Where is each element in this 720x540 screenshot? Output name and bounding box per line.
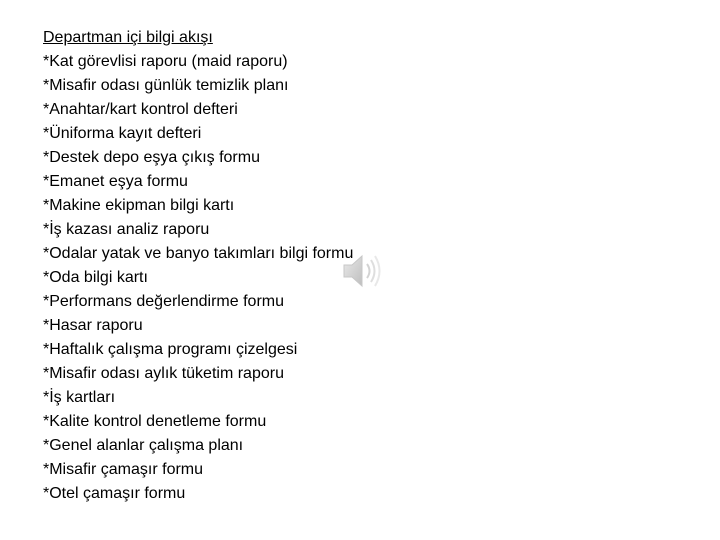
list-item: *Makine ekipman bilgi kartı	[43, 197, 235, 214]
list-item: *Hasar raporu	[43, 317, 143, 334]
speaker-icon-graphic	[340, 250, 384, 292]
list-item: *İş kartları	[43, 389, 116, 406]
list-item: *Odalar yatak ve banyo takımları bilgi formu	[43, 245, 354, 262]
list-item: *Oda bilgi kartı	[43, 269, 148, 286]
list-item: *Emanet eşya formu	[43, 173, 188, 190]
list-item: *Otel çamaşır formu	[43, 485, 186, 502]
list-item: *Destek depo eşya çıkış formu	[43, 149, 260, 166]
list-item: *Misafir odası aylık tüketim raporu	[43, 365, 284, 382]
list-item: *Misafir çamaşır formu	[43, 461, 204, 478]
list-item: *Haftalık çalışma programı çizelgesi	[43, 341, 298, 358]
list-item: *Misafir odası günlük temizlik planı	[43, 77, 289, 94]
speaker-icon[interactable]	[340, 250, 384, 292]
document-title: Departman içi bilgi akışı	[43, 29, 213, 46]
list-item: *Kat görevlisi raporu (maid raporu)	[43, 53, 288, 70]
list-item: *Üniforma kayıt defteri	[43, 125, 202, 142]
list-item: *Performans değerlendirme formu	[43, 293, 284, 310]
list-item: *İş kazası analiz raporu	[43, 221, 210, 238]
list-item: *Genel alanlar çalışma planı	[43, 437, 244, 454]
list-item: *Anahtar/kart kontrol defteri	[43, 101, 238, 118]
list-item: *Kalite kontrol denetleme formu	[43, 413, 267, 430]
